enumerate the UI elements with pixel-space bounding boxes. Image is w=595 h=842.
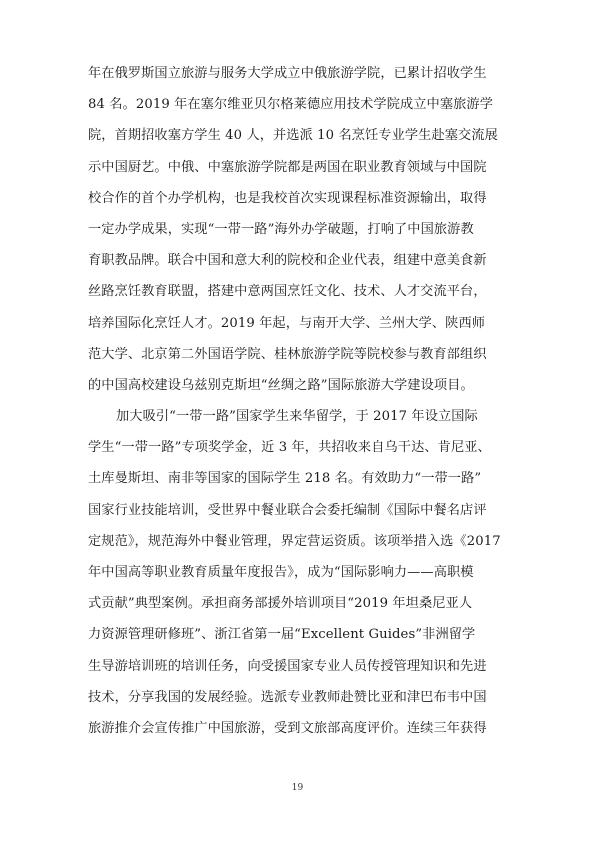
paragraph-line: 84 名。2019 年在塞尔维亚贝尔格莱德应用技术学院成立中塞旅游学 [88,97,493,113]
paragraph-2 [88,401,508,744]
paragraph-line: 土库曼斯坦、南非等国家的国际学生 218 名。有效助力“一带一路” [88,471,482,487]
paragraph-line: 育职教品牌。联合中国和意大利的院校和企业代表，组建中意美食新 [88,253,487,269]
paragraph-line: 加大吸引“一带一路”国家学生来华留学，于 2017 年设立国际 [116,409,478,425]
paragraph-line: 年在俄罗斯国立旅游与服务大学成立中俄旅游学院，已累计招收学生 [88,66,487,81]
paragraph-line: 旅游推介会宣传推广中国旅游，受到文旅部高度评价。连续三年获得 [88,720,487,736]
paragraph-line: 丝路烹饪教育联盟，搭建中意两国烹饪文化、技术、人才交流平台， [88,284,487,300]
paragraph-line: 国家行业技能培训，受世界中餐业联合会委托编制《国际中餐名店评 [88,502,487,518]
body-text [88,58,508,744]
paragraph-line: 培养国际化烹饪人才。2019 年起，与南开大学、兰州大学、陕西师 [88,315,486,331]
paragraph-line: 校合作的首个办学机构，也是我校首次实现课程标准资源输出，取得 [88,190,487,206]
paragraph-line: 年中国高等职业教育质量年度报告》，成为“国际影响力——高职模 [88,565,474,580]
paragraph-line: 定规范》，规范海外中餐业管理，界定营运资质。该项举措入选《2017 [88,533,501,549]
paragraph-line: 院，首期招收塞方学生 40 人，并选派 10 名烹饪专业学生赴塞交流展 [88,128,498,144]
paragraph-line: 范大学、北京第二外国语学院、桂林旅游学院等院校参与教育部组织 [88,346,487,362]
paragraph-line: 技术，分享我国的发展经验。选派专业教师赴赞比亚和津巴布韦中国 [88,689,487,705]
paragraph-line: 式贡献”典型案例。承担商务部援外培训项目“2019 年坦桑尼亚人 [88,596,473,612]
paragraph-line: 生导游培训班的培训任务，向受援国家专业人员传授管理知识和先进 [88,658,487,674]
paragraph-line: 力资源管理研修班”、浙江省第一届“Excellent Guides”非洲留学 [88,627,476,643]
page-number: 19 [291,783,304,793]
paragraph-line: 一定办学成果，实现“一带一路”海外办学破题，打响了中国旅游教 [88,221,474,237]
paragraph-line: 的中国高校建设乌兹别克斯坦“丝绸之路”国际旅游大学建设项目。 [88,377,474,393]
paragraph-line: 学生“一带一路”专项奖学金，近 3 年，共招收来自乌干达、肯尼亚、 [88,440,491,456]
paragraph-1 [88,58,508,401]
paragraph-line: 示中国厨艺。中俄、中塞旅游学院都是两国在职业教育领域与中国院 [88,159,487,175]
